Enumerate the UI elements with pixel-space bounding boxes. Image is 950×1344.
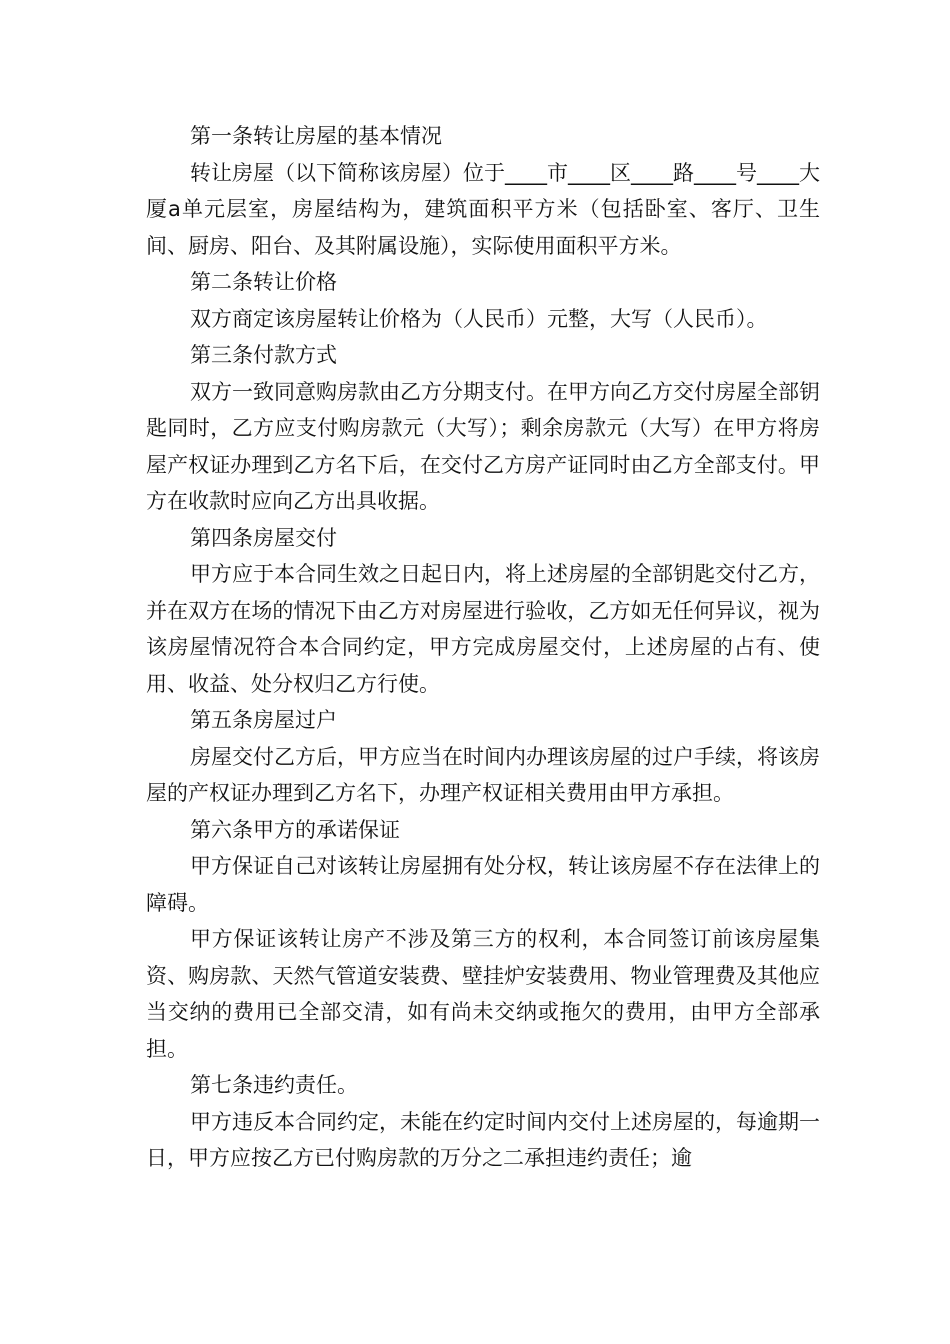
article-4-heading: 第四条房屋交付 <box>190 525 337 550</box>
article-4-paragraph: 甲方应于本合同生效之日起日内，将上述房屋的全部钥匙交付乙方，并在双方在场的情况下由乙方对房屋进行验收，乙方如无任何异议，视为该房屋情况符合本合同约定，甲方完成房屋交付，上述房屋的占有、使用、收益、处分权归乙方行使。 <box>146 562 820 696</box>
article-3-heading: 第三条付款方式 <box>190 343 337 367</box>
article-7-paragraph: 甲方违反本合同约定，未能在约定时间内交付上述房屋的，每逾期一日，甲方应按乙方已付购房款的万分之二承担违约责任；逾 <box>146 1109 820 1170</box>
article-5-heading: 第五条房屋过户 <box>190 708 337 732</box>
article-1-heading: 第一条转让房屋的基本情况 <box>190 124 442 148</box>
article-5-paragraph: 房屋交付乙方后，甲方应当在时间内办理该房屋的过户手续，将该房屋的产权证办理到乙方名下，办理产权证相关费用由甲方承担。 <box>146 744 820 805</box>
article-6-paragraph-1: 甲方保证自己对该转让房屋拥有处分权，转让该房屋不存在法律上的障碍。 <box>146 854 820 915</box>
article-6-paragraph-2: 甲方保证该转让房产不涉及第三方的权利，本合同签订前该房屋集资、购房款、天然气管道安装费、壁挂炉安装费用、物业管理费及其他应当交纳的费用已全部交清，如有尚未交纳或拖欠的费用，由甲方全部承担。 <box>146 927 820 1061</box>
article-1-paragraph: 转让房屋（以下简称该房屋）位于____市____区____路____号____大厦a单元层室，房屋结构为，建筑面积平方米（包括卧室、客厅、卫生间、厨房、阳台、及其附属设施），实际使用面积平方米。 <box>146 160 820 258</box>
article-6-heading: 第六条甲方的承诺保证 <box>190 817 400 842</box>
article-2-paragraph: 双方商定该房屋转让价格为（人民币）元整，大写（人民币）。 <box>190 306 768 331</box>
article-7-heading: 第七条违约责任。 <box>190 1073 358 1097</box>
article-2-heading: 第二条转让价格 <box>190 270 337 294</box>
article-3-paragraph: 双方一致同意购房款由乙方分期支付。在甲方向乙方交付房屋全部钥匙同时，乙方应支付购房款元（大写）；剩余房款元（大写）在甲方将房屋产权证办理到乙方名下后，在交付乙方房产证同时由乙方全部支付。甲方在收款时应向乙方出具收据。 <box>146 379 820 513</box>
document-body <box>146 118 820 1177</box>
